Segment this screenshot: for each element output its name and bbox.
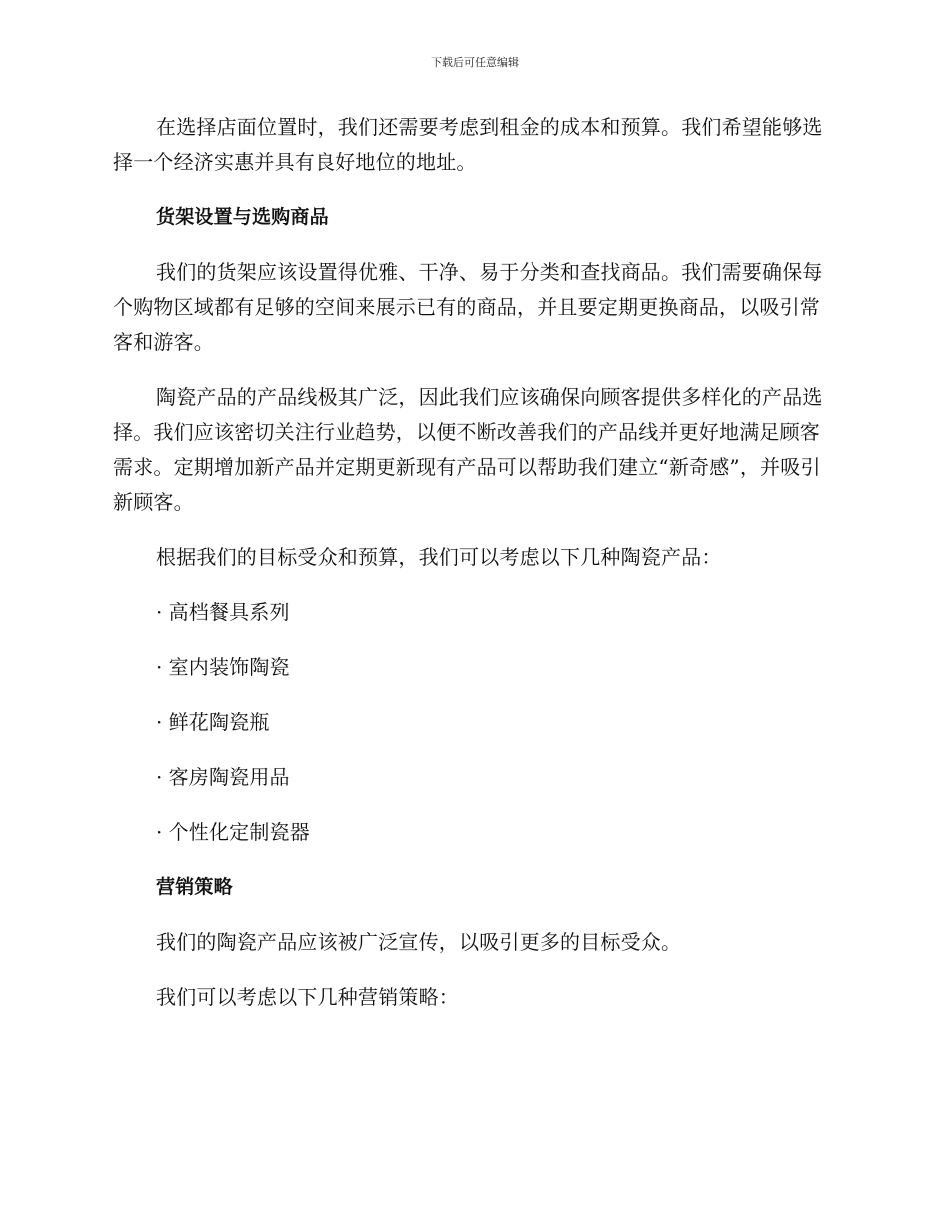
paragraph-product-options: 根据我们的目标受众和预算，我们可以考虑以下几种陶瓷产品： — [156, 545, 722, 569]
bullet-marker: · — [156, 765, 163, 789]
paragraph-rent-budget: 在选择店面位置时，我们还需要考虑到租金的成本和预算。我们希望能够选择一个经济实惠并具有良好地位的地址。 — [113, 115, 823, 174]
bullet-marker: · — [156, 600, 163, 624]
list-item — [113, 595, 833, 630]
list-item-text: 高档餐具系列 — [168, 600, 290, 624]
section-heading-marketing: 营销策略 — [156, 876, 233, 898]
list-item-text: 室内装饰陶瓷 — [168, 655, 290, 679]
list-item — [113, 815, 833, 850]
list-item — [113, 760, 833, 795]
list-item-text: 鲜花陶瓷瓶 — [168, 710, 270, 734]
bullet-marker: · — [156, 820, 163, 844]
list-item — [113, 650, 833, 685]
paragraph-marketing-promo: 我们的陶瓷产品应该被广泛宣传，以吸引更多的目标受众。 — [156, 930, 682, 954]
page-header: 下载后可任意编辑 — [431, 56, 519, 69]
list-item-text: 个性化定制瓷器 — [168, 820, 310, 844]
section-heading-shelves: 货架设置与选购商品 — [156, 206, 329, 228]
bullet-marker: · — [156, 710, 163, 734]
paragraph-marketing-options: 我们可以考虑以下几种营销策略： — [156, 985, 459, 1009]
paragraph-product-line: 陶瓷产品的产品线极其广泛，因此我们应该确保向顾客提供多样化的产品选择。我们应该密切关注行业趋势，以便不断改善我们的产品线并更好地满足顾客需求。定期增加新产品并定期更新现有产品可以帮助我们建立“新奇感”，并吸引新顾客。 — [113, 385, 823, 514]
bullet-marker: · — [156, 655, 163, 679]
list-item — [113, 705, 833, 740]
paragraph-shelf-setup: 我们的货架应该设置得优雅、干净、易于分类和查找商品。我们需要确保每个购物区域都有足够的空间来展示已有的商品，并且要定期更换商品，以吸引常客和游客。 — [113, 260, 823, 354]
document-body — [113, 110, 833, 1015]
list-item-text: 客房陶瓷用品 — [168, 765, 290, 789]
